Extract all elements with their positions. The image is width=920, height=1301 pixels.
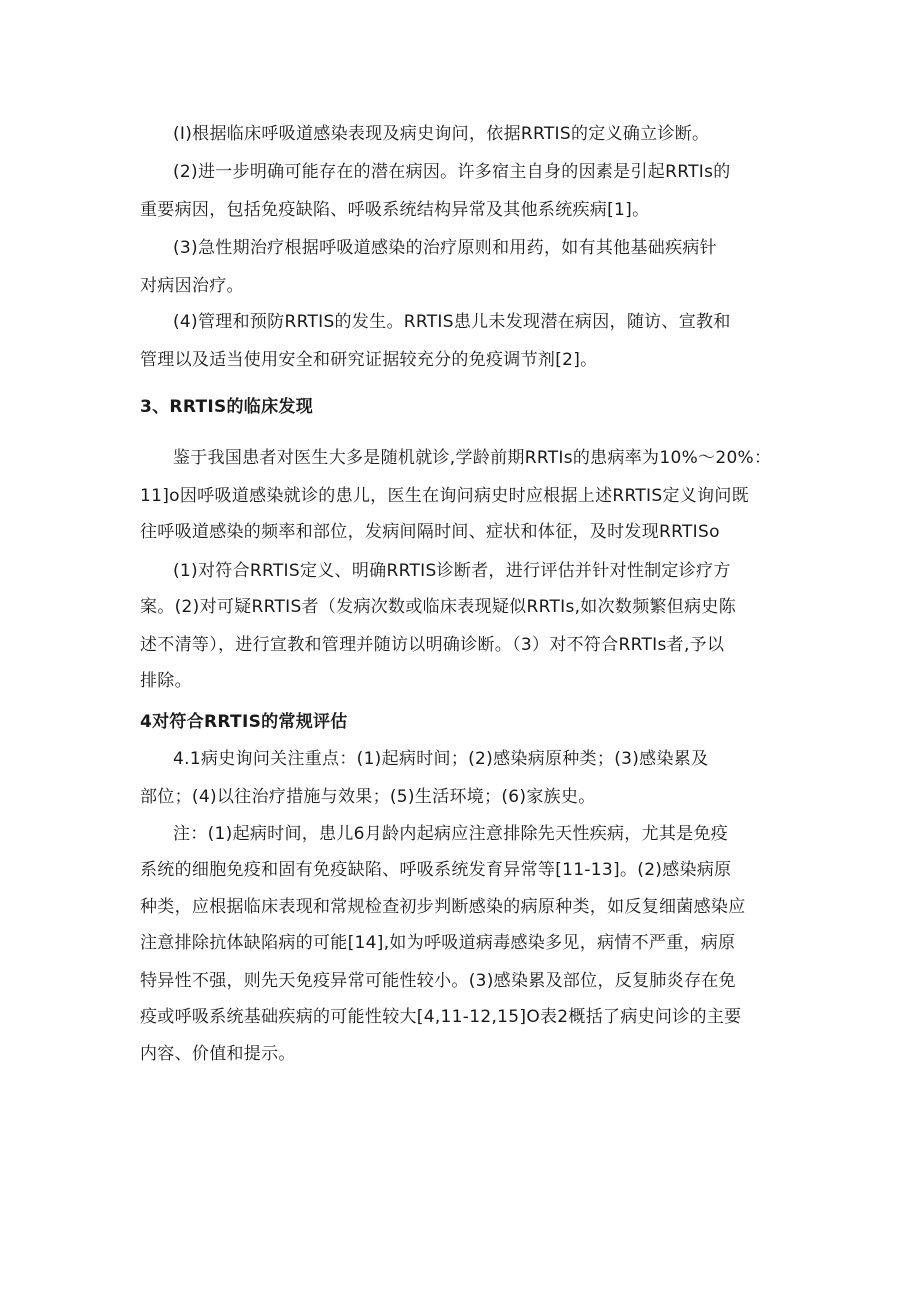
section-4-note-line1: 注：(1)起病时间，患儿6月龄内起病应注意排除先天性疾病，尤其是免疫 xyxy=(173,824,729,844)
section-3-heading: 3、RRTIS的临床发现 xyxy=(140,397,314,417)
section-3-paragraph-2-line1: (1)对符合RRTIS定义、明确RRTIS诊断者，进行评估并针对性制定诊疗方 xyxy=(173,561,731,581)
section-3-paragraph-2-line4: 排除。 xyxy=(140,671,192,691)
section-4-note-line7: 内容、价值和提示。 xyxy=(140,1044,296,1064)
section-4-note-line3: 种类，应根据临床表现和常规检查初步判断感染的病原种类，如反复细菌感染应 xyxy=(140,897,746,917)
section-4-note-line6: 疫或呼吸系统基础疾病的可能性较大[4,11-12,15]O表2概括了病史问诊的主要 xyxy=(140,1007,742,1027)
section-4-note-line5: 特异性不强，则先天免疫异常可能性较小。(3)感染累及部位，反复肺炎存在免 xyxy=(140,971,736,991)
section-3-paragraph-2-line3: 述不清等），进行宣教和管理并随访以明确诊断。（3）对不符合RRTIs者,予以 xyxy=(140,635,725,655)
section-3-paragraph-1-line3: 往呼吸道感染的频率和部位，发病间隔时间、症状和体征，及时发现RRTISo xyxy=(140,522,720,542)
section-4-heading: 4对符合RRTIS的常规评估 xyxy=(140,712,348,732)
section-3-paragraph-1-line1: 鉴于我国患者对医生大多是随机就诊,学龄前期RRTIs的患病率为10%〜20%： xyxy=(173,448,772,468)
item-4-text-line1: (4)管理和预防RRTIS的发生。RRTIS患儿未发现潜在病因，随访、宣教和 xyxy=(173,312,731,332)
section-4-note-line2: 系统的细胞免疫和固有免疫缺陷、呼吸系统发育异常等[11-13]。(2)感染病原 xyxy=(140,860,732,880)
item-4-text-line2: 管理以及适当使用安全和研究证据较充分的免疫调节剂[2]。 xyxy=(140,350,598,370)
item-2-text-line2: 重要病因，包括免疫缺陷、呼吸系统结构异常及其他系统疾病[1]。 xyxy=(140,200,650,220)
item-2-text-line1: (2)进一步明确可能存在的潜在病因。许多宿主自身的因素是引起RRTIs的 xyxy=(173,162,731,182)
section-4-paragraph-1-line1: 4.1病史询问关注重点：(1)起病时间；(2)感染病原种类；(3)感染累及 xyxy=(173,749,709,769)
item-1-text: (I)根据临床呼吸道感染表现及病史询问，依据RRTIS的定义确立诊断。 xyxy=(173,124,710,144)
section-4-note-line4: 注意排除抗体缺陷病的可能[14],如为呼吸道病毒感染多见，病情不严重，病原 xyxy=(140,933,736,953)
section-3-paragraph-2-line2: 案。(2)对可疑RRTIS者（发病次数或临床表现疑似RRTIs,如次数频繁但病史陈 xyxy=(140,597,737,617)
item-3-text-line2: 对病因治疗。 xyxy=(140,276,244,296)
section-4-paragraph-1-line2: 部位；(4)以往治疗措施与效果；(5)生活环境；(6)家族史。 xyxy=(140,787,596,807)
item-3-text-line1: (3)急性期治疗根据呼吸道感染的治疗原则和用药，如有其他基础疾病针 xyxy=(173,238,717,258)
section-3-paragraph-1-line2: 11]o因呼吸道感染就诊的患儿，医生在询问病史时应根据上述RRTIS定义询问既 xyxy=(140,486,749,506)
